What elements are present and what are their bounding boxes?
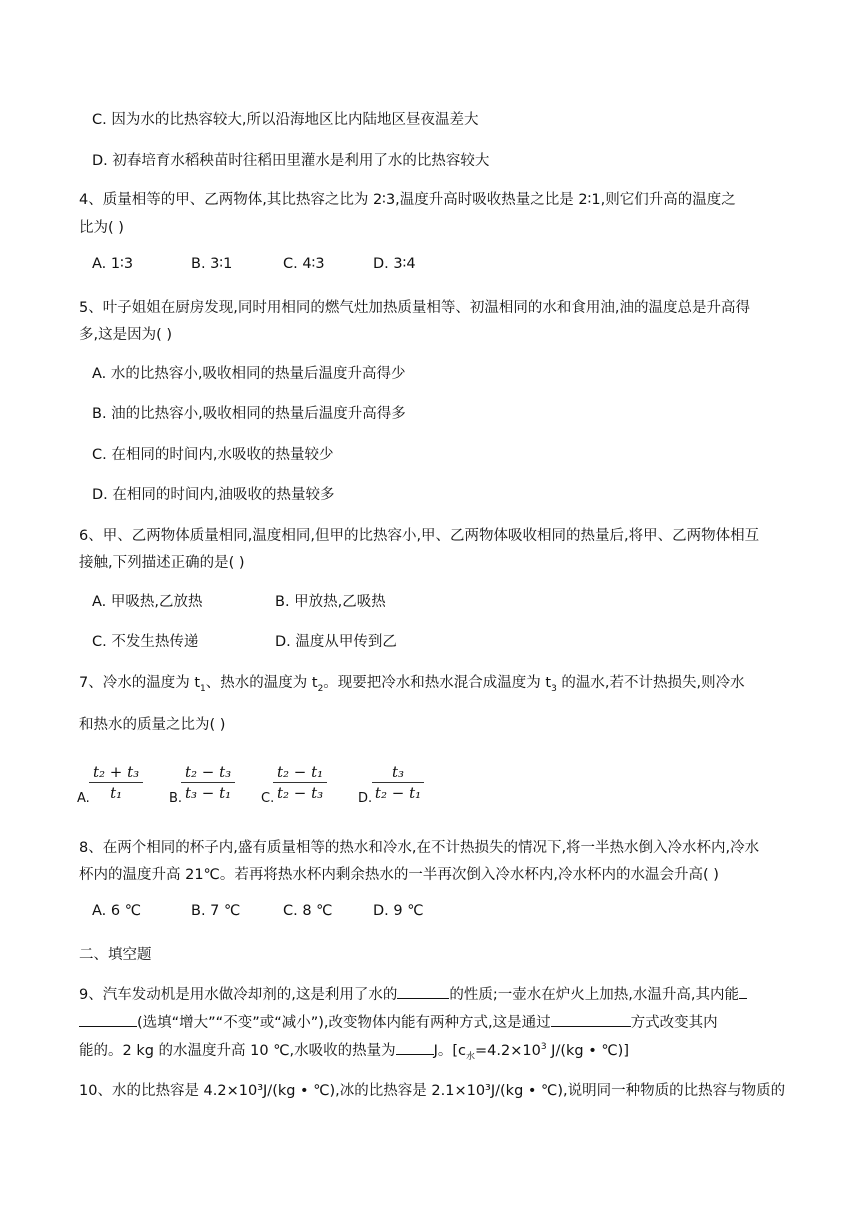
answer-blank[interactable] <box>397 984 449 999</box>
q8-option-d: D. 9 ℃ <box>373 903 424 919</box>
q7-option-c: C. $\frac{\text{t₂ − t₁}}{\text{t₂ − t₃}}$ <box>261 760 351 810</box>
q5-stem-line2: 多,这是因为( ) <box>79 327 173 343</box>
q6-stem-line2: 接触,下列描述正确的是( ) <box>79 555 245 571</box>
fraction-denominator: t₃ − t₁ <box>185 784 232 802</box>
q5-option-c: C. 在相同的时间内,水吸收的热量较少 <box>92 447 334 463</box>
fraction-numerator: t₂ − t₃ <box>181 763 235 783</box>
q4-option-b: B. 3∶1 <box>191 256 233 272</box>
q7-options <box>77 760 457 810</box>
q4-option-d: D. 3∶4 <box>373 256 416 272</box>
fraction-numerator: t₂ − t₁ <box>273 763 327 783</box>
q7-option-d-fraction <box>372 763 424 802</box>
q7-option-d: D. $\frac{\text{t₃}}{\text{t₂ − t₁}}$ <box>358 760 453 810</box>
answer-blank[interactable] <box>79 1012 137 1027</box>
q4-option-c: C. 4∶3 <box>283 256 325 272</box>
q10-stem-line1: 10、水的比热容是 4.2×10³J/(kg • ℃),冰的比热容是 2.1×10³J/(kg • ℃),说明同一种物质的比热容与物质的 <box>79 1083 786 1099</box>
q7-stem-line2: 和热水的质量之比为( ) <box>79 717 226 733</box>
q5-option-d: D. 在相同的时间内,油吸收的热量较多 <box>92 487 335 503</box>
fraction-numerator: t₃ <box>372 763 424 783</box>
q6-option-c: C. 不发生热传递 <box>92 634 199 650</box>
q7-stem-line1: 7、冷水的温度为 $t_1$、热水的温度为 $t_2$。现要把冷水和热水混合成温度为 $t_3$ 的温水,若不计热损失,则冷水 <box>79 675 745 694</box>
q5-option-a: A. 水的比热容小,吸收相同的热量后温度升高得少 <box>92 366 406 382</box>
q9-stem-line2: (选填“增大”“不变”或“减小”),改变物体内能有两种方式,这是通过 方式改变其内 <box>79 1011 718 1032</box>
answer-blank[interactable] <box>396 1040 434 1055</box>
fraction-numerator: t₂ + t₃ <box>89 763 143 783</box>
fraction-denominator: t₂ − t₃ <box>277 784 324 802</box>
q3-option-c: C. 因为水的比热容较大,所以沿海地区比内陆地区昼夜温差大 <box>92 112 479 128</box>
q9-stem-line3: 能的。2 kg 的水温度升高 10 ℃,水吸收的热量为 J。[$c_水=4.2\times 10^3$ J/(kg • ℃)] <box>79 1039 629 1062</box>
answer-blank[interactable] <box>551 1012 631 1027</box>
q8-option-a: A. 6 ℃ <box>92 903 142 919</box>
q7-option-a-fraction <box>89 763 143 802</box>
q5-stem-line1: 5、叶子姐姐在厨房发现,同时用相同的燃气灶加热质量相等、初温相同的水和食用油,油的温度总是升高得 <box>79 300 750 316</box>
q7-option-b: B. $\frac{\text{t₂ − t₃}}{\text{t₃ − t₁}}$ <box>169 760 259 810</box>
q4-stem-line2: 比为( ) <box>79 220 124 236</box>
q5-option-b: B. 油的比热容小,吸收相同的热量后温度升高得多 <box>92 406 406 422</box>
fraction-denominator: t₂ − t₁ <box>374 784 422 802</box>
q7-option-a: A. $\frac{\text{t₂ + t₃}}{\text{t₁}}$ <box>77 760 167 810</box>
section-heading-fill-in: 二、填空题 <box>79 947 152 963</box>
q6-option-d: D. 温度从甲传到乙 <box>275 634 397 650</box>
answer-blank[interactable] <box>739 984 747 999</box>
q8-option-b: B. 7 ℃ <box>191 903 241 919</box>
q9-stem-line1: 9、汽车发动机是用水做冷却剂的,这是利用了水的 的性质;一壶水在炉火上加热,水温升高,其内能 <box>79 983 747 1004</box>
q7-option-c-fraction <box>273 763 327 802</box>
q6-stem-line1: 6、甲、乙两物体质量相同,温度相同,但甲的比热容小,甲、乙两物体吸收相同的热量后,将甲、乙两物体相互 <box>79 528 760 544</box>
fraction-denominator: t₁ <box>110 784 123 802</box>
q4-stem-line1: 4、质量相等的甲、乙两物体,其比热容之比为 2∶3,温度升高时吸收热量之比是 2∶1,则它们升高的温度之 <box>79 192 736 208</box>
q8-stem-line2: 杯内的温度升高 21℃。若再将热水杯内剩余热水的一半再次倒入冷水杯内,冷水杯内的水温会升高( ) <box>79 867 719 883</box>
q8-option-c: C. 8 ℃ <box>283 903 333 919</box>
q6-option-b: B. 甲放热,乙吸热 <box>275 594 386 610</box>
q8-stem-line1: 8、在两个相同的杯子内,盛有质量相等的热水和冷水,在不计热损失的情况下,将一半热水倒入冷水杯内,冷水 <box>79 840 760 856</box>
q6-option-a: A. 甲吸热,乙放热 <box>92 594 203 610</box>
q4-option-a: A. 1∶3 <box>92 256 134 272</box>
q3-option-d: D. 初春培育水稻秧苗时往稻田里灌水是利用了水的比热容较大 <box>92 153 490 169</box>
q7-option-b-fraction <box>181 763 235 802</box>
